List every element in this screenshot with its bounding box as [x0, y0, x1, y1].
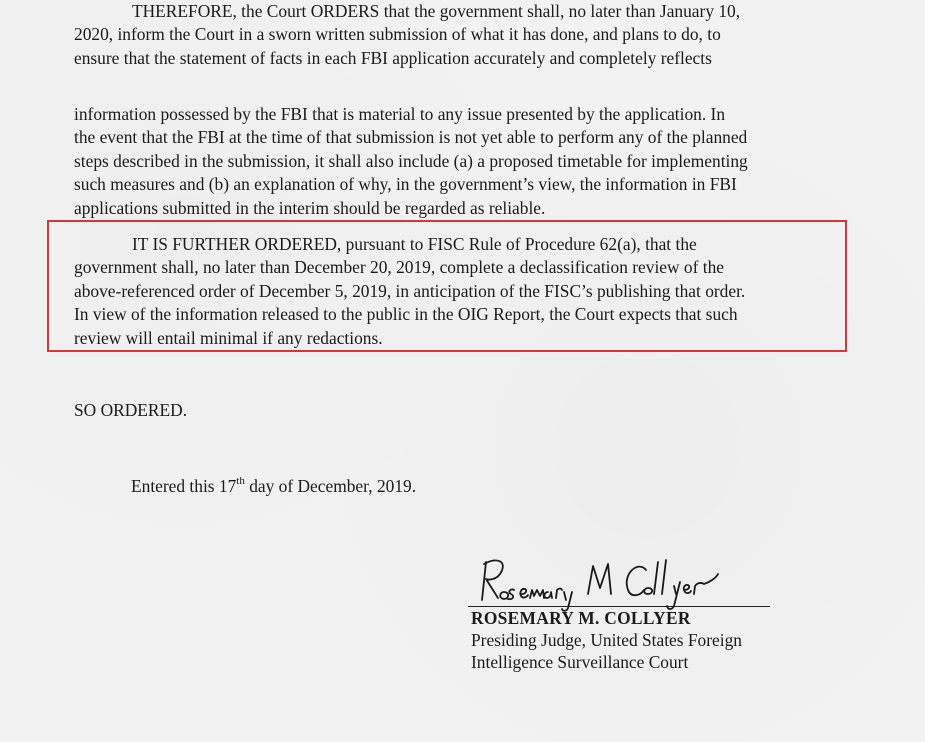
paragraph-line: 2020, inform the Court in a sworn written submission of what it has done, and plans to do, to [74, 24, 721, 45]
entered-ordinal: th [236, 475, 245, 488]
entered-prefix: Entered this 17 [131, 476, 237, 496]
paragraph-line: above-referenced order of December 5, 2019, in anticipation of the FISC’s publishing that order. [74, 280, 746, 301]
entered-suffix: day of December, 2019. [244, 476, 417, 496]
paragraph-line: information possessed by the FBI that is material to any issue presented by the application. In [74, 104, 726, 124]
so-ordered-text: SO ORDERED. [74, 400, 188, 420]
paragraph-line: review will entail minimal if any redactions. [74, 327, 383, 348]
paragraph-line: THEREFORE, the Court ORDERS that the government shall, no later than January 10, [132, 1, 741, 21]
paragraph-line: ensure that the statement of facts in each FBI application accurately and completely reflects [74, 47, 712, 68]
order-paragraph-3-highlighted [74, 233, 834, 350]
order-paragraph-2 [74, 103, 834, 220]
signer-title-line-2: Intelligence Surveillance Court [471, 652, 689, 672]
signer-title-line-1: Presiding Judge, United States Foreign [471, 630, 742, 650]
handwritten-signature [468, 552, 748, 614]
paragraph-line: In view of the information released to the public in the OIG Report, the Court expects that such [74, 304, 738, 325]
signer-name: ROSEMARY M. COLLYER [471, 608, 691, 628]
paragraph-line: such measures and (b) an explanation of why, in the government’s view, the information in FBI [74, 174, 737, 195]
entered-date-text [131, 476, 416, 497]
signature-block [471, 607, 742, 673]
paragraph-line: the event that the FBI at the time of that submission is not yet able to perform any of the planned [74, 127, 748, 148]
paragraph-line: government shall, no later than December 20, 2019, complete a declassification review of the [74, 257, 724, 278]
order-paragraph-1 [74, 0, 834, 70]
paragraph-line: steps described in the submission, it shall also include (a) a proposed timetable for implementing [74, 150, 748, 171]
paragraph-line: applications submitted in the interim should be regarded as reliable. [74, 197, 546, 218]
paragraph-line: IT IS FURTHER ORDERED, pursuant to FISC Rule of Procedure 62(a), that the [132, 234, 697, 254]
